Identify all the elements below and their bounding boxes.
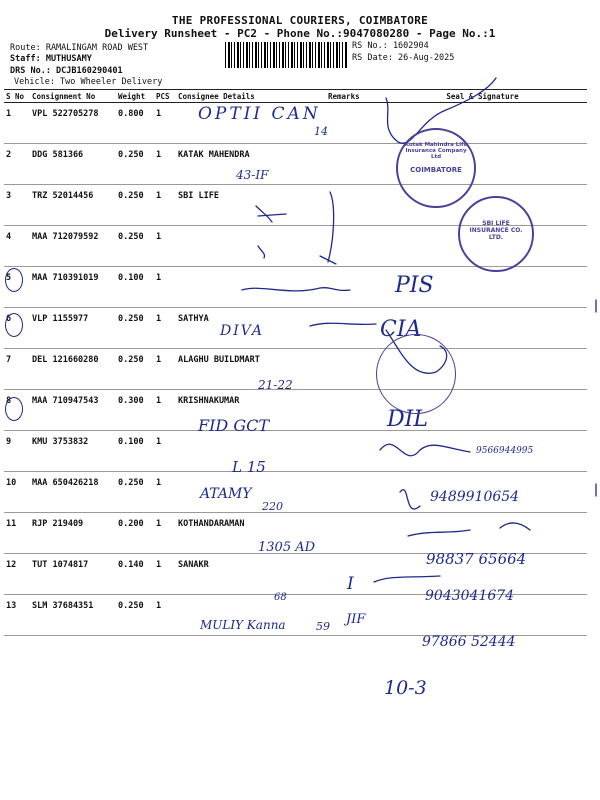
- hw-r6-name: DIVA: [220, 323, 265, 339]
- cell-pcs: 1: [154, 144, 176, 185]
- hw-r8-remark: DIL: [387, 407, 428, 432]
- cell-consignment: DDG 581366: [30, 144, 116, 185]
- col-header-remarks: Remarks: [326, 90, 378, 103]
- cell-weight: 0.800: [116, 103, 154, 144]
- cell-weight: 0.100: [116, 267, 154, 308]
- cell-pcs: 1: [154, 390, 176, 431]
- vehicle-label: Vehicle: Two Wheeler Delivery: [14, 77, 163, 87]
- cell-consignment: KMU 3753832: [30, 431, 116, 472]
- cell-consignment: MAA 650426218: [30, 472, 116, 513]
- hw-r1-name: OPTII CAN: [198, 104, 321, 124]
- cell-weight: 0.250: [116, 144, 154, 185]
- sbi-life-stamp: [458, 196, 534, 272]
- cell-weight: 0.250: [116, 308, 154, 349]
- cell-sno: 4: [4, 226, 30, 267]
- cell-pcs: 1: [154, 185, 176, 226]
- cell-consignee: KRISHNAKUMAR: [176, 390, 326, 431]
- runsheet-subtitle: Delivery Runsheet - PC2 - Phone No.:9047080280 - Page No.:1: [104, 27, 496, 40]
- cell-weight: 0.250: [116, 472, 154, 513]
- hw-r12-phone: 9043041674: [425, 588, 515, 604]
- cell-weight: 0.250: [116, 226, 154, 267]
- cell-sno: 9: [4, 431, 30, 472]
- hw-r13-name: MULIY Kanna: [200, 618, 286, 632]
- cell-sno: 10: [4, 472, 30, 513]
- cell-pcs: 1: [154, 267, 176, 308]
- cell-sno: 6: [4, 308, 30, 349]
- rs-number: RS No.: 1602904: [352, 41, 429, 51]
- cell-sno: 7: [4, 349, 30, 390]
- kotak-stamp: [396, 128, 476, 208]
- cell-weight: 0.300: [116, 390, 154, 431]
- cell-sno: 11: [4, 513, 30, 554]
- cell-pcs: 1: [154, 349, 176, 390]
- cell-consignment: TUT 1074817: [30, 554, 116, 595]
- hw-r6-remark: CIA: [380, 317, 422, 342]
- cell-weight: 0.250: [116, 185, 154, 226]
- hw-r7-note: 21-22: [258, 378, 293, 392]
- cell-weight: 0.140: [116, 554, 154, 595]
- hw-r9-note: L 15: [232, 458, 266, 476]
- faint-stamp: [376, 334, 456, 414]
- stamp-text: SBI LIFE INSURANCE CO. LTD.: [469, 220, 523, 241]
- cell-pcs: 1: [154, 431, 176, 472]
- company-title: THE PROFESSIONAL COURIERS, COIMBATORE: [171, 14, 429, 27]
- cell-consignment: SLM 37684351: [30, 595, 116, 636]
- col-header-consignment: Consignment No: [30, 90, 116, 103]
- cell-consignment: TRZ 52014456: [30, 185, 116, 226]
- hw-r9-phone: 9566944995: [476, 446, 534, 456]
- hw-r5-remark: PIS: [395, 273, 434, 298]
- col-header-weight: Weight: [116, 90, 154, 103]
- cell-consignment: VPL 522705278: [30, 103, 116, 144]
- drs-number: DRS No.: DCJB160290401: [10, 66, 123, 76]
- cell-pcs: 1: [154, 103, 176, 144]
- hw-r2-note: 43-IF: [236, 168, 269, 182]
- hw-r1-num: 14: [314, 125, 328, 138]
- cell-weight: 0.100: [116, 431, 154, 472]
- cell-sno: 2: [4, 144, 30, 185]
- cell-consignee: KATAK MAHENDRA: [176, 144, 326, 185]
- hw-r12-remark: I: [347, 574, 354, 594]
- stamp-city: COIMBATORE: [410, 166, 462, 174]
- cell-consignment: MAA 710947543: [30, 390, 116, 431]
- cell-pcs: 1: [154, 472, 176, 513]
- col-header-sno: S No: [4, 90, 30, 103]
- cell-sno: 5: [4, 267, 30, 308]
- hw-r13-num: 59: [316, 620, 330, 633]
- route-label: Route: RAMALINGAM ROAD WEST: [10, 43, 149, 53]
- cell-consignee: KOTHANDARAMAN: [176, 513, 326, 554]
- col-header-pcs: PCS: [154, 90, 176, 103]
- hw-r12-num: 68: [274, 592, 287, 603]
- hw-r10-phone: 9489910654: [430, 489, 520, 505]
- cell-sno: 12: [4, 554, 30, 595]
- cell-sno: 8: [4, 390, 30, 431]
- cell-consignment: VLP 1155977: [30, 308, 116, 349]
- cell-sno: 13: [4, 595, 30, 636]
- cell-pcs: 1: [154, 554, 176, 595]
- stamp-text: Kotak Mahindra Life Insurance Company Ltd: [404, 142, 468, 160]
- cell-consignment: MAA 712079592: [30, 226, 116, 267]
- hw-r8-note: FID GCT: [198, 416, 270, 435]
- cell-pcs: 1: [154, 226, 176, 267]
- cell-sno: 3: [4, 185, 30, 226]
- cell-consignee: SBI LIFE: [176, 185, 326, 226]
- hw-r11-phone: 98837 65664: [426, 550, 527, 568]
- cell-consignee: SANAKR: [176, 554, 326, 595]
- col-header-consignee: Consignee Details: [176, 90, 326, 103]
- cell-sno: 1: [4, 103, 30, 144]
- col-header-signature: Seal & Signature: [378, 90, 587, 103]
- cell-pcs: 1: [154, 513, 176, 554]
- cell-consignment: DEL 121660280: [30, 349, 116, 390]
- hw-r13-remark: JIF: [346, 612, 366, 627]
- hw-r10-num: 220: [262, 500, 283, 513]
- hw-r10-name: ATAMY: [200, 486, 252, 502]
- cell-consignee: SATHYA: [176, 308, 326, 349]
- cell-consignment: MAA 710391019: [30, 267, 116, 308]
- hw-footer-note: 10-3: [384, 677, 427, 699]
- staff-label: Staff: MUTHUSAMY: [10, 54, 92, 64]
- cell-consignment: RJP 219409: [30, 513, 116, 554]
- cell-consignee: ALAGHU BUILDMART: [176, 349, 326, 390]
- hw-r13-phone: 97866 52444: [422, 634, 516, 650]
- cell-weight: 0.200: [116, 513, 154, 554]
- cell-weight: 0.250: [116, 349, 154, 390]
- rs-date: RS Date: 26-Aug-2025: [352, 53, 455, 63]
- cell-weight: 0.250: [116, 595, 154, 636]
- hw-r11-note: 1305 AD: [258, 540, 316, 555]
- cell-pcs: 1: [154, 595, 176, 636]
- cell-pcs: 1: [154, 308, 176, 349]
